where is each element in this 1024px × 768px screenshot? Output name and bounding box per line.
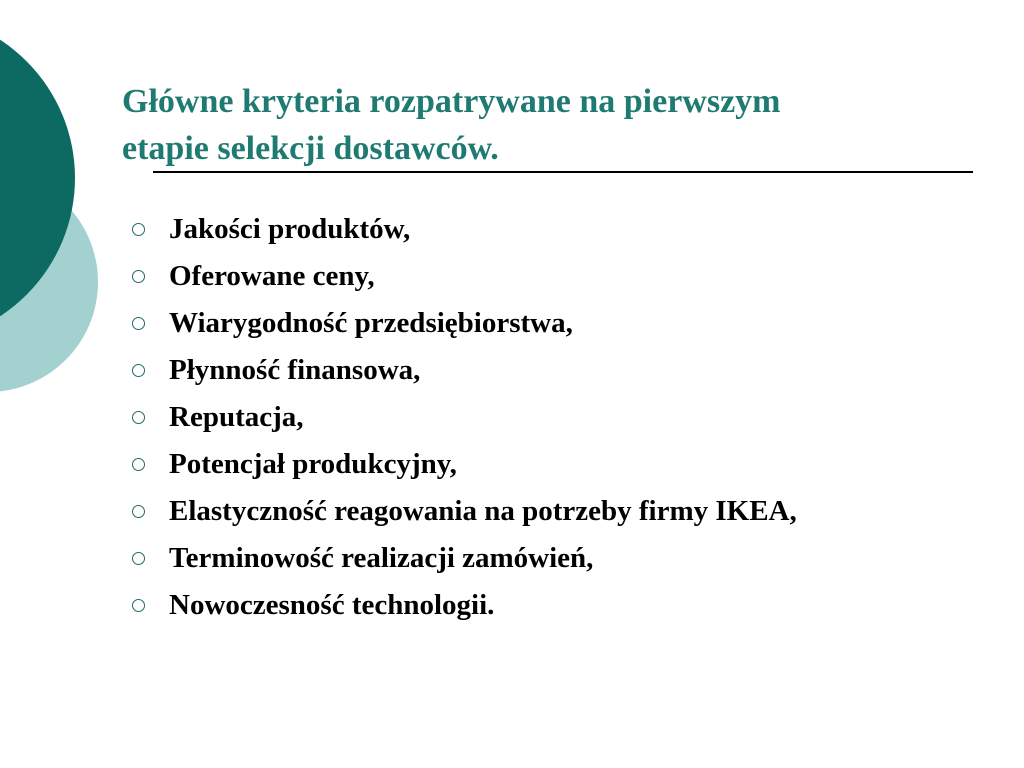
list-item <box>132 441 1012 488</box>
circle-bullet-icon <box>132 270 145 283</box>
title-line-2: etapie selekcji dostawców. <box>122 130 499 167</box>
list-item-text: Potencjał produkcyjny, <box>169 448 457 480</box>
circle-bullet-icon <box>132 317 145 330</box>
list-item-text: Elastyczność reagowania na potrzeby firmy IKEA, <box>169 495 797 527</box>
list-item <box>132 535 1012 582</box>
criteria-list <box>132 206 1012 629</box>
list-item <box>132 394 1012 441</box>
circle-bullet-icon <box>132 458 145 471</box>
circle-bullet-icon <box>132 364 145 377</box>
circle-bullet-icon <box>132 599 145 612</box>
list-item-text: Płynność finansowa, <box>169 354 421 386</box>
circle-bullet-icon <box>132 552 145 565</box>
slide-title <box>122 78 942 172</box>
list-item-text: Terminowość realizacji zamówień, <box>169 542 594 574</box>
list-item-text: Oferowane ceny, <box>169 260 375 292</box>
decorative-circles <box>0 0 120 420</box>
list-item-text: Reputacja, <box>169 401 304 433</box>
circle-bullet-icon <box>132 505 145 518</box>
list-item-text: Nowoczesność technologii. <box>169 589 495 621</box>
circle-bullet-icon <box>132 223 145 236</box>
list-item <box>132 300 1012 347</box>
list-item <box>132 488 1012 535</box>
list-item-text: Wiarygodność przedsiębiorstwa, <box>169 307 573 339</box>
list-item <box>132 253 1012 300</box>
list-item <box>132 206 1012 253</box>
list-item <box>132 347 1012 394</box>
title-underline <box>153 171 973 173</box>
list-item <box>132 582 1012 629</box>
circle-bullet-icon <box>132 411 145 424</box>
title-line-1: Główne kryteria rozpatrywane na pierwszym <box>122 83 781 120</box>
list-item-text: Jakości produktów, <box>169 213 411 245</box>
